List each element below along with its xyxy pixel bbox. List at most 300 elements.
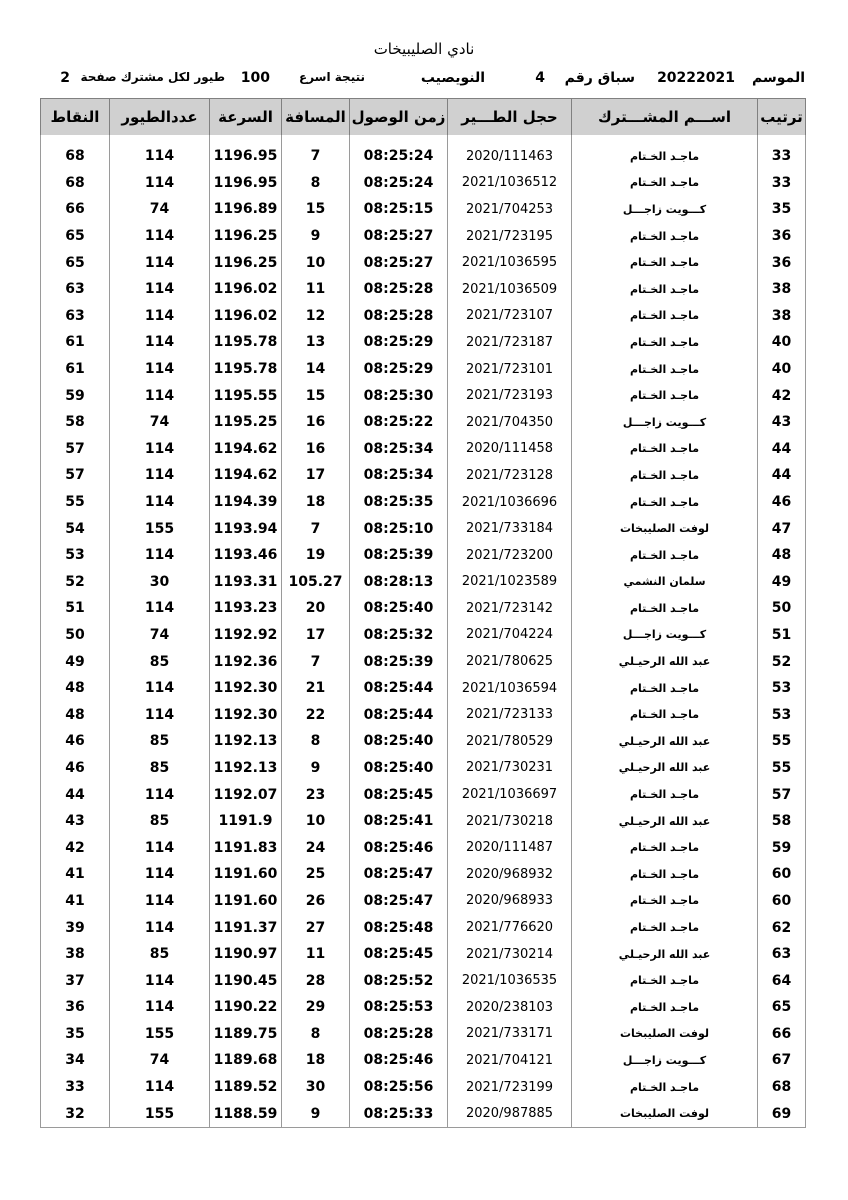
time-cell: 08:25:45: [350, 941, 448, 968]
birds-cell: 114: [110, 675, 210, 702]
speed-cell: 1192.13: [210, 755, 282, 782]
speed-cell: 1193.94: [210, 515, 282, 542]
birds-cell: 114: [110, 861, 210, 888]
time-cell: 08:25:29: [350, 329, 448, 356]
name-cell: ماجـد الخـتام: [572, 888, 758, 915]
birds-cell: 114: [110, 223, 210, 250]
rank-cell: 67: [758, 1047, 806, 1074]
speed-cell: 1196.95: [210, 143, 282, 170]
ring-cell: 2021/1036512: [448, 170, 572, 197]
ring-cell: 2021/723107: [448, 303, 572, 330]
ring-cell: 2021/1036509: [448, 276, 572, 303]
points-cell: 48: [41, 701, 110, 728]
location: النويصيب: [420, 70, 485, 86]
rank-cell: 40: [758, 329, 806, 356]
distance-cell: 15: [282, 382, 350, 409]
points-cell: 51: [41, 595, 110, 622]
name-cell: عبد الله الرحيـلي: [572, 808, 758, 835]
speed-cell: 1191.60: [210, 888, 282, 915]
time-cell: 08:25:46: [350, 834, 448, 861]
ring-cell: 2021/780529: [448, 728, 572, 755]
distance-cell: 8: [282, 170, 350, 197]
name-cell: ماجـد الخـتام: [572, 329, 758, 356]
time-cell: 08:25:10: [350, 515, 448, 542]
name-cell: ماجـد الخـتام: [572, 1074, 758, 1101]
time-cell: 08:25:30: [350, 382, 448, 409]
time-cell: 08:25:53: [350, 994, 448, 1021]
ring-cell: 2021/1036595: [448, 249, 572, 276]
rank-cell: 40: [758, 356, 806, 383]
distance-cell: 16: [282, 409, 350, 436]
points-cell: 42: [41, 834, 110, 861]
ring-cell: 2021/704350: [448, 409, 572, 436]
time-cell: 08:25:45: [350, 781, 448, 808]
race-label: سباق رقم: [564, 70, 635, 86]
points-cell: 32: [41, 1100, 110, 1127]
distance-cell: 8: [282, 1021, 350, 1048]
table-row: [41, 648, 806, 675]
birds-cell: 114: [110, 489, 210, 516]
table-row: [41, 569, 806, 596]
name-cell: ماجـد الخـتام: [572, 170, 758, 197]
table-row: [41, 808, 806, 835]
rank-cell: 38: [758, 276, 806, 303]
rank-cell: 35: [758, 196, 806, 223]
ring-cell: 2021/723142: [448, 595, 572, 622]
speed-cell: 1191.83: [210, 834, 282, 861]
points-cell: 48: [41, 675, 110, 702]
distance-cell: 16: [282, 436, 350, 463]
points-cell: 50: [41, 622, 110, 649]
name-cell: ماجـد الخـتام: [572, 994, 758, 1021]
rank-cell: 68: [758, 1074, 806, 1101]
ring-cell: 2021/1036594: [448, 675, 572, 702]
name-cell: ماجـد الخـتام: [572, 489, 758, 516]
speed-cell: 1196.89: [210, 196, 282, 223]
birds-cell: 85: [110, 941, 210, 968]
speed-cell: 1192.30: [210, 701, 282, 728]
time-cell: 08:25:40: [350, 728, 448, 755]
birds-cell: 74: [110, 622, 210, 649]
speed-cell: 1192.30: [210, 675, 282, 702]
ring-cell: 2021/733184: [448, 515, 572, 542]
time-cell: 08:25:24: [350, 143, 448, 170]
table-row: [41, 356, 806, 383]
time-cell: 08:25:24: [350, 170, 448, 197]
distance-cell: 29: [282, 994, 350, 1021]
col-time: زمن الوصول: [350, 99, 448, 136]
table-row: [41, 382, 806, 409]
race-value: 4: [535, 70, 545, 86]
points-cell: 49: [41, 648, 110, 675]
ring-cell: 2021/704121: [448, 1047, 572, 1074]
table-row: [41, 914, 806, 941]
ring-cell: 2021/776620: [448, 914, 572, 941]
distance-cell: 7: [282, 143, 350, 170]
name-cell: ماجـد الخـتام: [572, 781, 758, 808]
points-cell: 44: [41, 781, 110, 808]
table-row: [41, 143, 806, 170]
rank-cell: 58: [758, 808, 806, 835]
name-cell: عبد الله الرحيـلي: [572, 941, 758, 968]
ring-cell: 2021/1036697: [448, 781, 572, 808]
distance-cell: 10: [282, 249, 350, 276]
ring-cell: 2021/723133: [448, 701, 572, 728]
time-cell: 08:25:39: [350, 648, 448, 675]
ring-cell: 2021/723128: [448, 462, 572, 489]
rank-cell: 59: [758, 834, 806, 861]
speed-cell: 1196.95: [210, 170, 282, 197]
ring-cell: 2021/704224: [448, 622, 572, 649]
col-distance: المسافة: [282, 99, 350, 136]
table-row: [41, 728, 806, 755]
speed-cell: 1193.46: [210, 542, 282, 569]
speed-cell: 1191.9: [210, 808, 282, 835]
ring-cell: 2021/730231: [448, 755, 572, 782]
table-row: [41, 409, 806, 436]
rank-cell: 38: [758, 303, 806, 330]
birds-cell: 74: [110, 409, 210, 436]
birds-cell: 114: [110, 834, 210, 861]
speed-cell: 1189.75: [210, 1021, 282, 1048]
birds-cell: 114: [110, 781, 210, 808]
rank-cell: 51: [758, 622, 806, 649]
birds-cell: 85: [110, 648, 210, 675]
col-birds: عددالطيور: [110, 99, 210, 136]
name-cell: عبد الله الرحيـلي: [572, 728, 758, 755]
distance-cell: 9: [282, 755, 350, 782]
ring-cell: 2020/111487: [448, 834, 572, 861]
birds-cell: 74: [110, 196, 210, 223]
speed-cell: 1190.97: [210, 941, 282, 968]
distance-cell: 17: [282, 622, 350, 649]
speed-cell: 1196.02: [210, 276, 282, 303]
points-cell: 57: [41, 462, 110, 489]
ring-cell: 2021/780625: [448, 648, 572, 675]
name-cell: ماجـد الخـتام: [572, 701, 758, 728]
time-cell: 08:25:34: [350, 462, 448, 489]
time-cell: 08:25:52: [350, 967, 448, 994]
speed-cell: 1196.25: [210, 223, 282, 250]
distance-cell: 9: [282, 223, 350, 250]
points-cell: 61: [41, 356, 110, 383]
speed-cell: 1192.92: [210, 622, 282, 649]
distance-cell: 9: [282, 1100, 350, 1127]
time-cell: 08:25:27: [350, 223, 448, 250]
name-cell: ماجـد الخـتام: [572, 436, 758, 463]
rank-cell: 60: [758, 888, 806, 915]
rank-cell: 63: [758, 941, 806, 968]
distance-cell: 15: [282, 196, 350, 223]
speed-cell: 1194.62: [210, 462, 282, 489]
ring-cell: 2021/730218: [448, 808, 572, 835]
distance-cell: 11: [282, 941, 350, 968]
table-row: [41, 223, 806, 250]
birds-cell: 114: [110, 967, 210, 994]
ring-cell: 2021/723200: [448, 542, 572, 569]
table-row: [41, 462, 806, 489]
ring-cell: 2021/1036535: [448, 967, 572, 994]
distance-cell: 19: [282, 542, 350, 569]
speed-cell: 1189.68: [210, 1047, 282, 1074]
page-value: 2: [60, 70, 70, 86]
speed-cell: 1188.59: [210, 1100, 282, 1127]
time-cell: 08:25:46: [350, 1047, 448, 1074]
name-cell: عبد الله الرحيـلي: [572, 648, 758, 675]
birds-cell: 114: [110, 249, 210, 276]
birds-cell: 155: [110, 515, 210, 542]
birds-cell: 114: [110, 994, 210, 1021]
speed-cell: 1192.13: [210, 728, 282, 755]
ring-cell: 2020/968932: [448, 861, 572, 888]
name-cell: سلمان النشمي: [572, 569, 758, 596]
table-row: [41, 303, 806, 330]
col-ring: حجل الطـــير: [448, 99, 572, 136]
rank-cell: 36: [758, 223, 806, 250]
time-cell: 08:25:28: [350, 303, 448, 330]
time-cell: 08:25:44: [350, 701, 448, 728]
points-cell: 41: [41, 888, 110, 915]
points-cell: 43: [41, 808, 110, 835]
time-cell: 08:25:29: [350, 356, 448, 383]
points-cell: 54: [41, 515, 110, 542]
distance-cell: 25: [282, 861, 350, 888]
speed-cell: 1195.78: [210, 329, 282, 356]
club-title: نادي الصليبيخات: [373, 40, 475, 58]
table-row: [41, 675, 806, 702]
rank-cell: 64: [758, 967, 806, 994]
points-cell: 57: [41, 436, 110, 463]
ring-cell: 2021/733171: [448, 1021, 572, 1048]
ring-cell: 2021/723101: [448, 356, 572, 383]
speed-cell: 1193.31: [210, 569, 282, 596]
points-cell: 46: [41, 755, 110, 782]
points-cell: 58: [41, 409, 110, 436]
distance-cell: 18: [282, 489, 350, 516]
time-cell: 08:25:56: [350, 1074, 448, 1101]
birds-cell: 74: [110, 1047, 210, 1074]
birds-cell: 85: [110, 808, 210, 835]
table-row: [41, 834, 806, 861]
time-cell: 08:28:13: [350, 569, 448, 596]
rank-cell: 46: [758, 489, 806, 516]
time-cell: 08:25:33: [350, 1100, 448, 1127]
table-row: [41, 994, 806, 1021]
ring-cell: 2020/968933: [448, 888, 572, 915]
distance-cell: 7: [282, 648, 350, 675]
name-cell: كـــويت زاجـــل: [572, 196, 758, 223]
fastest-value: 100: [240, 70, 270, 86]
birds-cell: 114: [110, 276, 210, 303]
name-cell: ماجـد الخـتام: [572, 223, 758, 250]
rank-cell: 53: [758, 701, 806, 728]
time-cell: 08:25:41: [350, 808, 448, 835]
name-cell: ماجـد الخـتام: [572, 356, 758, 383]
distance-cell: 105.27: [282, 569, 350, 596]
speed-cell: 1195.55: [210, 382, 282, 409]
name-cell: لوفت الصليبخات: [572, 515, 758, 542]
distance-cell: 8: [282, 728, 350, 755]
ring-cell: 2020/111463: [448, 143, 572, 170]
rank-cell: 43: [758, 409, 806, 436]
distance-cell: 10: [282, 808, 350, 835]
time-cell: 08:25:47: [350, 888, 448, 915]
rank-cell: 47: [758, 515, 806, 542]
col-name: اســـم المشـــترك: [572, 99, 758, 136]
birds-cell: 114: [110, 170, 210, 197]
name-cell: ماجـد الخـتام: [572, 143, 758, 170]
ring-cell: 2020/111458: [448, 436, 572, 463]
name-cell: كـــويت زاجـــل: [572, 622, 758, 649]
birds-cell: 114: [110, 356, 210, 383]
birds-cell: 85: [110, 728, 210, 755]
distance-cell: 20: [282, 595, 350, 622]
points-cell: 39: [41, 914, 110, 941]
rank-cell: 66: [758, 1021, 806, 1048]
distance-cell: 30: [282, 1074, 350, 1101]
ring-cell: 2020/987885: [448, 1100, 572, 1127]
ring-cell: 2021/723199: [448, 1074, 572, 1101]
name-cell: ماجـد الخـتام: [572, 249, 758, 276]
time-cell: 08:25:27: [350, 249, 448, 276]
speed-cell: 1191.37: [210, 914, 282, 941]
ring-cell: 2021/1036696: [448, 489, 572, 516]
table-row: [41, 515, 806, 542]
name-cell: لوفت الصليبخات: [572, 1021, 758, 1048]
birds-cell: 114: [110, 462, 210, 489]
birds-cell: 114: [110, 329, 210, 356]
distance-cell: 11: [282, 276, 350, 303]
rank-cell: 60: [758, 861, 806, 888]
ring-cell: 2021/730214: [448, 941, 572, 968]
race-info-row: [40, 70, 805, 90]
birds-cell: 30: [110, 569, 210, 596]
points-cell: 63: [41, 303, 110, 330]
rank-cell: 36: [758, 249, 806, 276]
rank-cell: 48: [758, 542, 806, 569]
points-cell: 66: [41, 196, 110, 223]
col-points: النقاط: [41, 99, 110, 136]
table-header-row: [41, 99, 806, 136]
distance-cell: 27: [282, 914, 350, 941]
rank-cell: 62: [758, 914, 806, 941]
table-row: [41, 489, 806, 516]
birds-cell: 155: [110, 1021, 210, 1048]
ring-cell: 2020/238103: [448, 994, 572, 1021]
table-row: [41, 1021, 806, 1048]
points-cell: 59: [41, 382, 110, 409]
fastest-label: نتيجة اسرع: [299, 70, 365, 84]
distance-cell: 7: [282, 515, 350, 542]
time-cell: 08:25:34: [350, 436, 448, 463]
ring-cell: 2021/704253: [448, 196, 572, 223]
speed-cell: 1194.62: [210, 436, 282, 463]
rank-cell: 55: [758, 755, 806, 782]
points-cell: 36: [41, 994, 110, 1021]
table-row: [41, 755, 806, 782]
col-speed: السرعة: [210, 99, 282, 136]
points-cell: 35: [41, 1021, 110, 1048]
ring-cell: 2021/1023589: [448, 569, 572, 596]
rank-cell: 33: [758, 143, 806, 170]
ring-cell: 2021/723195: [448, 223, 572, 250]
speed-cell: 1196.25: [210, 249, 282, 276]
ring-cell: 2021/723187: [448, 329, 572, 356]
ring-cell: 2021/723193: [448, 382, 572, 409]
rank-cell: 49: [758, 569, 806, 596]
name-cell: كـــويت زاجـــل: [572, 1047, 758, 1074]
table-row: [41, 170, 806, 197]
time-cell: 08:25:40: [350, 595, 448, 622]
name-cell: لوفت الصليبخات: [572, 1100, 758, 1127]
col-rank: ترتيب: [758, 99, 806, 136]
speed-cell: 1196.02: [210, 303, 282, 330]
birds-cell: 114: [110, 914, 210, 941]
birds-cell: 114: [110, 595, 210, 622]
rank-cell: 42: [758, 382, 806, 409]
distance-cell: 26: [282, 888, 350, 915]
table-row: [41, 1047, 806, 1074]
speed-cell: 1190.22: [210, 994, 282, 1021]
rank-cell: 44: [758, 462, 806, 489]
points-cell: 55: [41, 489, 110, 516]
table-row: [41, 622, 806, 649]
name-cell: عبد الله الرحيـلي: [572, 755, 758, 782]
name-cell: ماجـد الخـتام: [572, 914, 758, 941]
name-cell: ماجـد الخـتام: [572, 542, 758, 569]
table-row: [41, 542, 806, 569]
rank-cell: 53: [758, 675, 806, 702]
rank-cell: 69: [758, 1100, 806, 1127]
season-label: الموسم: [752, 70, 805, 86]
points-cell: 33: [41, 1074, 110, 1101]
distance-cell: 17: [282, 462, 350, 489]
time-cell: 08:25:48: [350, 914, 448, 941]
speed-cell: 1190.45: [210, 967, 282, 994]
table-row: [41, 196, 806, 223]
name-cell: ماجـد الخـتام: [572, 462, 758, 489]
season-value: 20222021: [657, 70, 735, 86]
name-cell: كـــويت زاجـــل: [572, 409, 758, 436]
rank-cell: 52: [758, 648, 806, 675]
birds-cell: 114: [110, 303, 210, 330]
time-cell: 08:25:28: [350, 1021, 448, 1048]
rank-cell: 33: [758, 170, 806, 197]
distance-cell: 13: [282, 329, 350, 356]
distance-cell: 23: [282, 781, 350, 808]
distance-cell: 21: [282, 675, 350, 702]
table-row: [41, 436, 806, 463]
time-cell: 08:25:47: [350, 861, 448, 888]
points-cell: 37: [41, 967, 110, 994]
points-cell: 41: [41, 861, 110, 888]
table-row: [41, 249, 806, 276]
birds-cell: 114: [110, 542, 210, 569]
birds-cell: 114: [110, 382, 210, 409]
per-page-label: طيور لكل مشترك صفحة: [80, 70, 225, 84]
table-row: [41, 941, 806, 968]
birds-cell: 114: [110, 701, 210, 728]
time-cell: 08:25:32: [350, 622, 448, 649]
birds-cell: 85: [110, 755, 210, 782]
speed-cell: 1189.52: [210, 1074, 282, 1101]
time-cell: 08:25:28: [350, 276, 448, 303]
speed-cell: 1193.23: [210, 595, 282, 622]
speed-cell: 1194.39: [210, 489, 282, 516]
speed-cell: 1195.25: [210, 409, 282, 436]
speed-cell: 1192.07: [210, 781, 282, 808]
points-cell: 38: [41, 941, 110, 968]
